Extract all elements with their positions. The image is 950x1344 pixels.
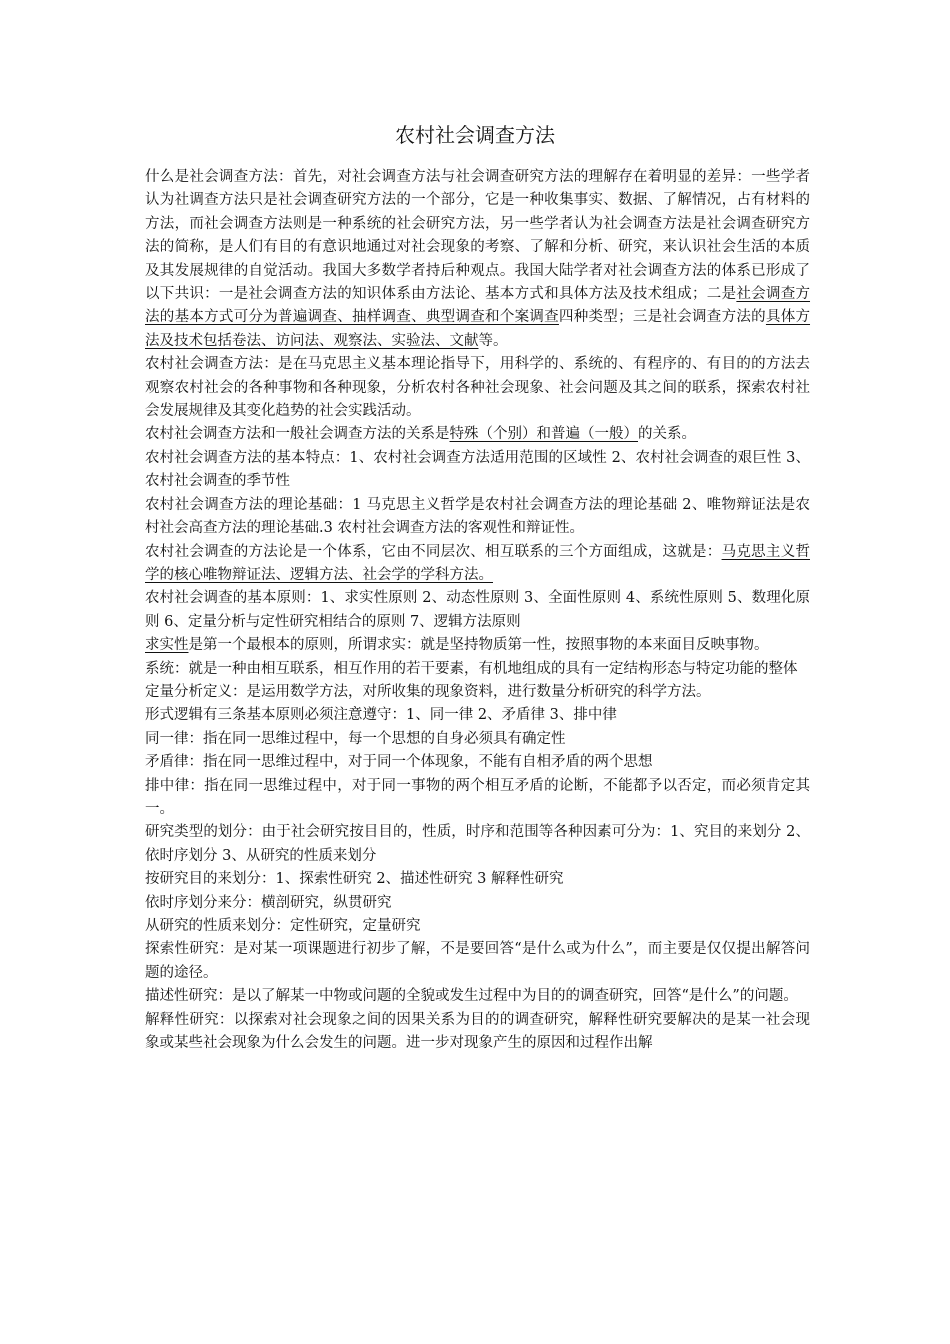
paragraph xyxy=(145,423,810,446)
text-segment: 是第一个最根本的原则，所谓求实：就是坚持物质第一性，按照事物的本来面目反映事物。 xyxy=(188,637,769,654)
text-segment: 从研究的性质来划分：定性研究，定量研究 xyxy=(145,918,421,934)
text-segment: 农村社会调查的基本原则：1、求实性原则 2、动态性原则 3、全面性原则 4、系统性原则 5、数理化原则 6、定量分析与定性研究相结合的原则 7、逻辑方法原则 xyxy=(145,590,810,630)
text-segment: 农村社会调查方法：是在马克思主义基本理论指导下，用科学的、系统的、有程序的、有目的的方法去观察农村社会的各种事物和各种现象，分析农村各种社会现象、社会问题及其之间的联系，探索农村社会发展规律及其变化趋势的社会实践活动。 xyxy=(145,356,810,420)
underlined-text: 求实性 xyxy=(145,637,189,654)
text-segment: 矛盾律：指在同一思维过程中，对于同一个体现象，不能有自相矛盾的两个思想 xyxy=(145,754,653,771)
paragraph xyxy=(145,821,810,868)
underlined-text: 特殊（个别）和普遍（一般） xyxy=(449,426,638,443)
text-segment: 四种类型；三是社会调查方法的 xyxy=(558,309,766,326)
text-segment: 定量分析定义：是运用数学方法，对所收集的现象资料，进行数量分析研究的科学方法。 xyxy=(145,683,711,700)
paragraph xyxy=(145,938,810,985)
text-segment: 系统：就是一种由相互联系，相互作用的若干要素，有机地组成的具有一定结构形态与特定功能的整体 xyxy=(145,660,798,677)
text-segment: 探索性研究：是对某一项课题进行初步了解，不是要回答“是什么或为什么”，而主要是仅仅提出解答问题的途径。 xyxy=(145,941,810,981)
text-segment: 按研究目的来划分：1、探索性研究 2、描述性研究 3 解释性研究 xyxy=(145,871,564,888)
paragraph xyxy=(145,166,810,353)
text-segment: 农村社会调查方法的理论基础：1 马克思主义哲学是农村社会调查方法的理论基础 2、唯物辩证法是农村社会高查方法的理论基础.3 农村社会调查方法的客观性和辩证性。 xyxy=(145,496,810,537)
paragraph xyxy=(145,775,810,822)
paragraph xyxy=(145,681,810,704)
paragraph xyxy=(145,634,810,657)
text-segment: 研究类型的划分：由于社会研究按目目的，性质，时序和范围等各种因素可分为：1、究目的来划分 2、依时序划分 3、从研究的性质来划分 xyxy=(145,824,810,864)
paragraph xyxy=(145,915,810,938)
text-segment: 农村社会调查方法的基本特点：1、农村社会调查方法适用范围的区域性 2、农村社会调查的艰巨性 3、农村社会调查的季节性 xyxy=(145,449,810,490)
paragraph xyxy=(145,985,810,1008)
text-segment: 依时序划分来分：横剖研究，纵贯研究 xyxy=(145,894,392,911)
underlined-text: 社会调查方法的基本方式可分为普遍调查、抽样调查、典型调查和个案调查 xyxy=(145,286,811,326)
paragraph xyxy=(145,353,810,423)
paragraph xyxy=(145,868,810,891)
paragraph xyxy=(145,658,810,681)
paragraph xyxy=(145,728,810,751)
text-segment: 等。 xyxy=(478,332,508,349)
document-body xyxy=(145,166,810,1055)
text-segment: 同一律：指在同一思维过程中，每一个思想的自身必须具有确定性 xyxy=(145,730,566,747)
paragraph xyxy=(145,447,810,494)
text-segment: 的关系。 xyxy=(638,426,696,443)
text-segment: 形式逻辑有三条基本原则必须注意遵守：1、同一律 2、矛盾律 3、排中律 xyxy=(145,707,617,724)
text-segment: 农村社会调查方法和一般社会调查方法的关系是 xyxy=(145,426,450,443)
paragraph xyxy=(145,587,810,634)
paragraph xyxy=(145,541,810,588)
paragraph xyxy=(145,892,810,915)
paragraph xyxy=(145,494,810,541)
underlined-text: 马克思主义哲学的核心唯物辩证法、逻辑方法、社会学的学科方法。 xyxy=(145,543,810,583)
text-segment: 农村社会调查的方法论是一个体系，它由不同层次、相互联系的三个方面组成，这就是： xyxy=(145,543,722,560)
underlined-text: 具体方法及技术包括卷法、访问法、观察法、实验法、文献 xyxy=(145,309,811,349)
text-segment: 解释性研究：以探索对社会现象之间的因果关系为目的的调查研究，解释性研究要解决的是某一社会现象或某些社会现象为什么会发生的问题。进一步对现象产生的原因和过程作出解 xyxy=(145,1011,810,1052)
text-segment: 排中律：指在同一思维过程中，对于同一事物的两个相互矛盾的论断，不能都予以否定，而必须肯定其一。 xyxy=(145,777,810,817)
paragraph xyxy=(145,704,810,727)
text-segment: 描述性研究：是以了解某一中物或问题的全貌或发生过程中为目的的调查研究，回答“是什么”的问题。 xyxy=(145,988,798,1005)
page-title: 农村社会调查方法 xyxy=(395,123,555,147)
text-segment: 什么是社会调查方法：首先，对社会调查方法与社会调查研究方法的理解存在着明显的差异：一些学者认为社调查方法只是社会调查研究方法的一个部分，它是一种收集事实、数据、了解情况，占有材料的方法，而社会调查方法则是一种系统的社会研究方法，另一些学者认为社会调查方法是社会调查研究方法的简称，是人们有目的有意识地通过对社会现象的考察、了解和分析、研究，来认识社会生活的本质及其发展规律的自觉活动。我国大多数学者持后种观点。我国大陆学者对社会调查方法的体系已形成了以下共识：一是社会调查方法的知识体系由方法论、基本方式和具体方法及技术组成；二是 xyxy=(145,169,810,303)
paragraph xyxy=(145,751,810,774)
paragraph xyxy=(145,1009,810,1056)
